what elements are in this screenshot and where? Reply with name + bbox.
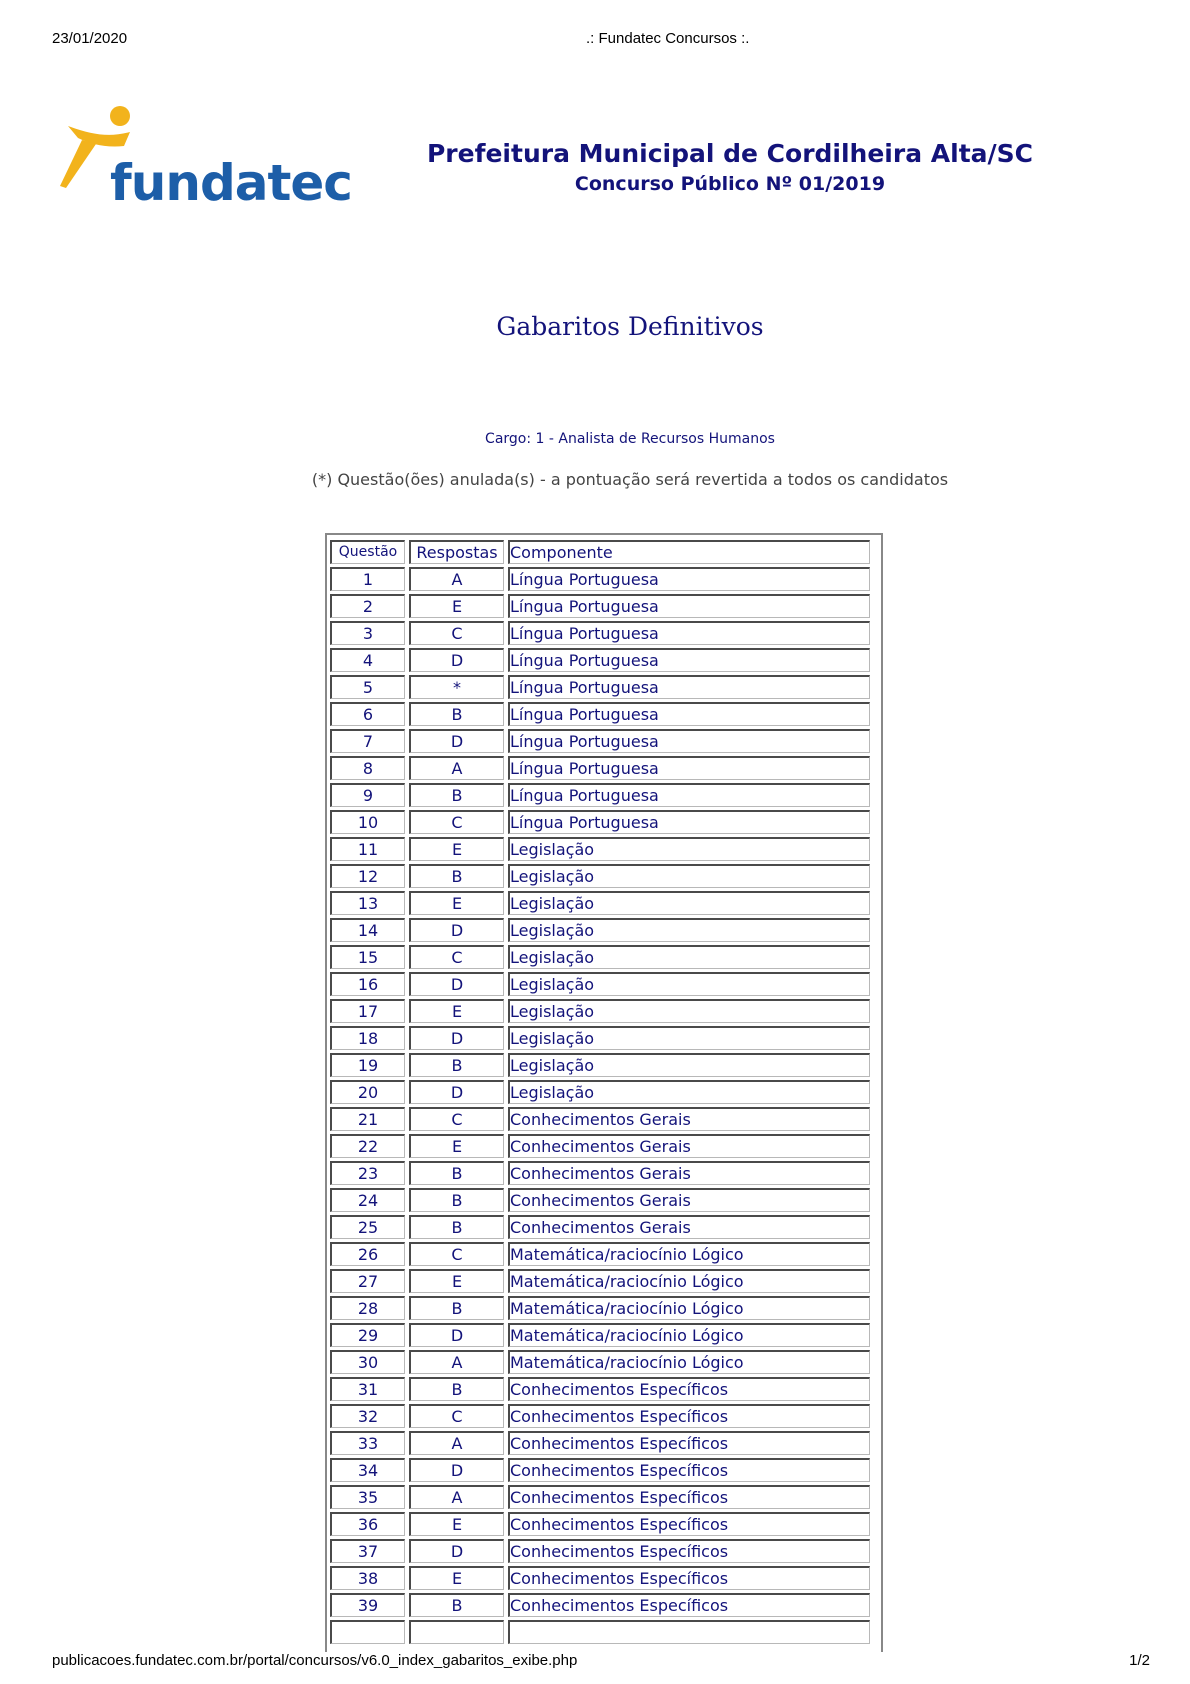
question-cell: 35 xyxy=(330,1485,405,1509)
header-question: Questão xyxy=(330,540,405,564)
answer-cell: B xyxy=(409,702,504,726)
table-row xyxy=(330,621,870,645)
question-cell: 18 xyxy=(330,1026,405,1050)
table-row xyxy=(330,1512,870,1536)
question-cell: 26 xyxy=(330,1242,405,1266)
answer-cell: B xyxy=(409,1161,504,1185)
component-cell: Conhecimentos Gerais xyxy=(508,1161,870,1185)
fundatec-logo xyxy=(60,104,350,214)
component-cell: Conhecimentos Específicos xyxy=(508,1431,870,1455)
question-cell: 16 xyxy=(330,972,405,996)
answer-cell: B xyxy=(409,1377,504,1401)
table-row xyxy=(330,1485,870,1509)
question-cell: 13 xyxy=(330,891,405,915)
component-cell: Língua Portuguesa xyxy=(508,675,870,699)
org-title: Prefeitura Municipal de Cordilheira Alta/SC xyxy=(426,139,1034,168)
component-cell: Língua Portuguesa xyxy=(508,594,870,618)
table-row xyxy=(330,864,870,888)
table-row xyxy=(330,1080,870,1104)
question-cell: 5 xyxy=(330,675,405,699)
answer-cell: A xyxy=(409,567,504,591)
question-cell: 20 xyxy=(330,1080,405,1104)
answer-cell: B xyxy=(409,1296,504,1320)
question-cell: 8 xyxy=(330,756,405,780)
table-row xyxy=(330,594,870,618)
table-row xyxy=(330,1134,870,1158)
answer-cell: D xyxy=(409,972,504,996)
table-row xyxy=(330,918,870,942)
component-cell: Legislação xyxy=(508,891,870,915)
answer-cell: B xyxy=(409,864,504,888)
answer-cell: D xyxy=(409,648,504,672)
component-cell: Conhecimentos Gerais xyxy=(508,1107,870,1131)
answer-cell: A xyxy=(409,756,504,780)
answer-cell: B xyxy=(409,1215,504,1239)
component-cell: Língua Portuguesa xyxy=(508,810,870,834)
answer-cell: A xyxy=(409,1350,504,1374)
component-cell: Conhecimentos Específicos xyxy=(508,1404,870,1428)
question-cell: 6 xyxy=(330,702,405,726)
table-header-row xyxy=(330,540,870,564)
component-cell: Matemática/raciocínio Lógico xyxy=(508,1296,870,1320)
print-site-title: .: Fundatec Concursos :. xyxy=(586,30,750,47)
component-cell: Legislação xyxy=(508,972,870,996)
component-cell: Língua Portuguesa xyxy=(508,621,870,645)
table-row xyxy=(330,675,870,699)
answer-cell: D xyxy=(409,1080,504,1104)
component-cell: Legislação xyxy=(508,1026,870,1050)
question-cell: 7 xyxy=(330,729,405,753)
question-cell: 15 xyxy=(330,945,405,969)
question-cell: 21 xyxy=(330,1107,405,1131)
component-cell: Conhecimentos Específicos xyxy=(508,1458,870,1482)
question-cell: 14 xyxy=(330,918,405,942)
component-cell xyxy=(508,1620,870,1644)
component-cell: Matemática/raciocínio Lógico xyxy=(508,1269,870,1293)
table-row xyxy=(330,1242,870,1266)
answer-cell: C xyxy=(409,1107,504,1131)
question-cell xyxy=(330,1620,405,1644)
answer-cell: B xyxy=(409,1188,504,1212)
component-cell: Conhecimentos Gerais xyxy=(508,1134,870,1158)
question-cell: 29 xyxy=(330,1323,405,1347)
component-cell: Língua Portuguesa xyxy=(508,648,870,672)
component-cell: Língua Portuguesa xyxy=(508,756,870,780)
table-row xyxy=(330,1539,870,1563)
table-row xyxy=(330,1458,870,1482)
answer-cell: D xyxy=(409,1539,504,1563)
answer-cell: E xyxy=(409,837,504,861)
component-cell: Conhecimentos Específicos xyxy=(508,1512,870,1536)
table-row xyxy=(330,702,870,726)
question-cell: 3 xyxy=(330,621,405,645)
component-cell: Conhecimentos Específicos xyxy=(508,1539,870,1563)
table-row xyxy=(330,1323,870,1347)
answer-cell: * xyxy=(409,675,504,699)
answer-cell: D xyxy=(409,918,504,942)
table-row xyxy=(330,945,870,969)
print-date: 23/01/2020 xyxy=(52,30,128,47)
question-cell: 38 xyxy=(330,1566,405,1590)
answer-cell: A xyxy=(409,1431,504,1455)
answer-cell: C xyxy=(409,1242,504,1266)
page-title: Gabaritos Definitivos xyxy=(496,312,764,341)
answer-cell: E xyxy=(409,999,504,1023)
table-row xyxy=(330,999,870,1023)
question-cell: 30 xyxy=(330,1350,405,1374)
component-cell: Conhecimentos Específicos xyxy=(508,1377,870,1401)
question-cell: 25 xyxy=(330,1215,405,1239)
answer-key-table-container xyxy=(325,533,883,1652)
table-row xyxy=(330,1161,870,1185)
table-row xyxy=(330,567,870,591)
table-row xyxy=(330,1026,870,1050)
component-cell: Legislação xyxy=(508,999,870,1023)
answer-cell: E xyxy=(409,1566,504,1590)
question-cell: 19 xyxy=(330,1053,405,1077)
table-row xyxy=(330,1431,870,1455)
component-cell: Legislação xyxy=(508,864,870,888)
answer-cell: C xyxy=(409,1404,504,1428)
answer-cell: A xyxy=(409,1485,504,1509)
answer-cell: D xyxy=(409,1026,504,1050)
header-component: Componente xyxy=(508,540,870,564)
answer-cell: E xyxy=(409,1134,504,1158)
answer-cell: D xyxy=(409,729,504,753)
cargo-label: Cargo: 1 - Analista de Recursos Humanos xyxy=(485,431,775,447)
answer-cell: E xyxy=(409,594,504,618)
question-cell: 39 xyxy=(330,1593,405,1617)
table-row xyxy=(330,729,870,753)
component-cell: Legislação xyxy=(508,918,870,942)
question-cell: 28 xyxy=(330,1296,405,1320)
answer-cell xyxy=(409,1620,504,1644)
table-row xyxy=(330,1593,870,1617)
table-row xyxy=(330,783,870,807)
table-row xyxy=(330,1269,870,1293)
component-cell: Língua Portuguesa xyxy=(508,702,870,726)
question-cell: 34 xyxy=(330,1458,405,1482)
component-cell: Legislação xyxy=(508,945,870,969)
component-cell: Legislação xyxy=(508,1080,870,1104)
footer-url: publicacoes.fundatec.com.br/portal/concursos/v6.0_index_gabaritos_exibe.php xyxy=(52,1652,578,1669)
answer-cell: E xyxy=(409,1269,504,1293)
table-row xyxy=(330,810,870,834)
component-cell: Língua Portuguesa xyxy=(508,567,870,591)
question-cell: 4 xyxy=(330,648,405,672)
table-row xyxy=(330,1215,870,1239)
org-subtitle: Concurso Público Nº 01/2019 xyxy=(574,173,886,195)
question-cell: 22 xyxy=(330,1134,405,1158)
component-cell: Matemática/raciocínio Lógico xyxy=(508,1323,870,1347)
component-cell: Legislação xyxy=(508,837,870,861)
header-answer: Respostas xyxy=(409,540,504,564)
answer-cell: B xyxy=(409,783,504,807)
answer-cell: C xyxy=(409,810,504,834)
table-row xyxy=(330,1107,870,1131)
question-cell: 23 xyxy=(330,1161,405,1185)
table-row xyxy=(330,1404,870,1428)
question-cell: 9 xyxy=(330,783,405,807)
component-cell: Conhecimentos Gerais xyxy=(508,1215,870,1239)
logo-wordmark: fundatec xyxy=(110,154,352,212)
question-cell: 32 xyxy=(330,1404,405,1428)
answer-cell: C xyxy=(409,621,504,645)
table-row xyxy=(330,837,870,861)
table-row xyxy=(330,1377,870,1401)
table-row xyxy=(330,1566,870,1590)
question-cell: 2 xyxy=(330,594,405,618)
question-cell: 17 xyxy=(330,999,405,1023)
component-cell: Conhecimentos Específicos xyxy=(508,1593,870,1617)
table-row xyxy=(330,648,870,672)
component-cell: Língua Portuguesa xyxy=(508,783,870,807)
component-cell: Matemática/raciocínio Lógico xyxy=(508,1350,870,1374)
footer-page-number: 1/2 xyxy=(1129,1652,1150,1669)
component-cell: Conhecimentos Específicos xyxy=(508,1566,870,1590)
component-cell: Legislação xyxy=(508,1053,870,1077)
table-row xyxy=(330,1053,870,1077)
component-cell: Língua Portuguesa xyxy=(508,729,870,753)
organization-heading xyxy=(380,138,1080,198)
table-row xyxy=(330,972,870,996)
question-cell: 27 xyxy=(330,1269,405,1293)
question-cell: 33 xyxy=(330,1431,405,1455)
answer-cell: D xyxy=(409,1458,504,1482)
answer-cell: B xyxy=(409,1053,504,1077)
answer-cell: E xyxy=(409,891,504,915)
answer-cell: B xyxy=(409,1593,504,1617)
answer-cell: E xyxy=(409,1512,504,1536)
table-row xyxy=(330,756,870,780)
question-cell: 24 xyxy=(330,1188,405,1212)
question-cell: 11 xyxy=(330,837,405,861)
answer-cell: D xyxy=(409,1323,504,1347)
table-row xyxy=(330,1620,870,1644)
question-cell: 10 xyxy=(330,810,405,834)
question-cell: 1 xyxy=(330,567,405,591)
component-cell: Matemática/raciocínio Lógico xyxy=(508,1242,870,1266)
answer-key-table xyxy=(326,537,874,1647)
question-cell: 12 xyxy=(330,864,405,888)
annulled-question-note: (*) Questão(ões) anulada(s) - a pontuação será revertida a todos os candidatos xyxy=(311,470,949,489)
answer-cell: C xyxy=(409,945,504,969)
question-cell: 31 xyxy=(330,1377,405,1401)
table-row xyxy=(330,1188,870,1212)
question-cell: 37 xyxy=(330,1539,405,1563)
table-row xyxy=(330,1296,870,1320)
table-row xyxy=(330,1350,870,1374)
table-row xyxy=(330,891,870,915)
component-cell: Conhecimentos Específicos xyxy=(508,1485,870,1509)
component-cell: Conhecimentos Gerais xyxy=(508,1188,870,1212)
question-cell: 36 xyxy=(330,1512,405,1536)
